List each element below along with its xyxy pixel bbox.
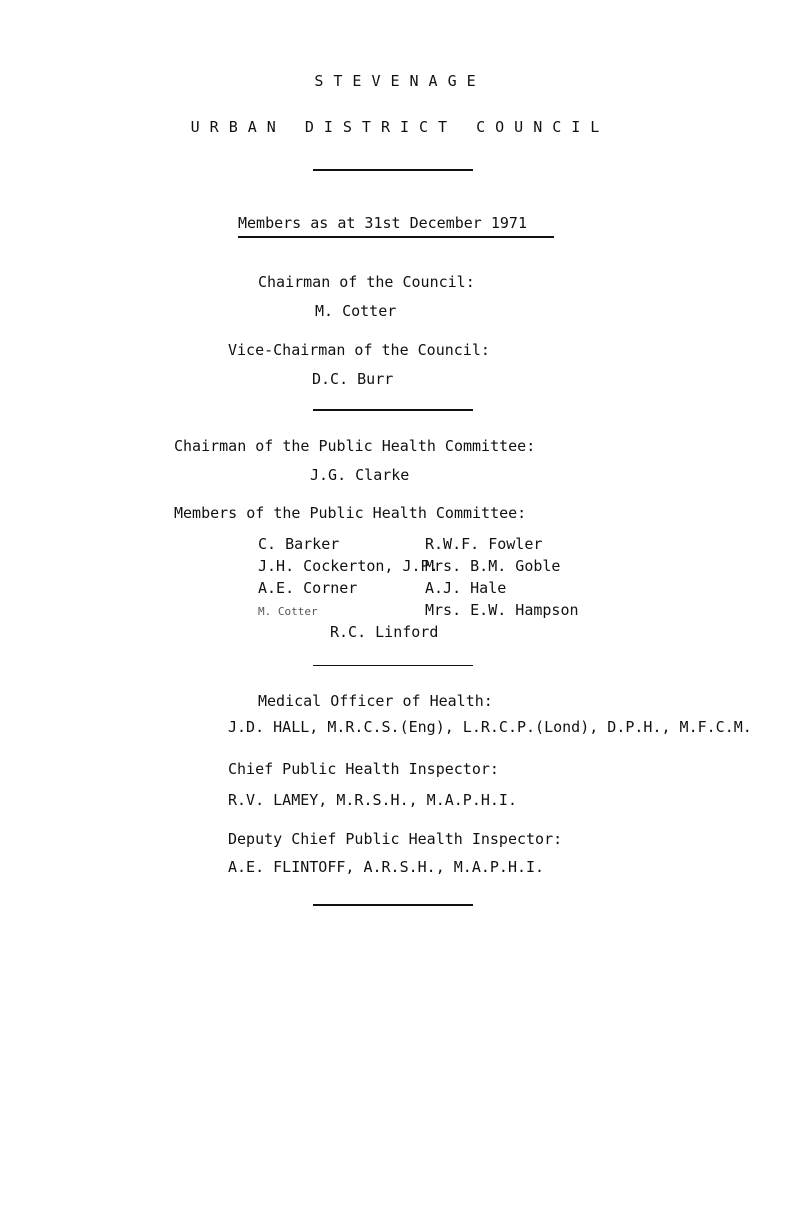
cphi-label: Chief Public Health Inspector: (228, 760, 499, 778)
ph-chairman-label: Chairman of the Public Health Committee: (174, 437, 536, 455)
chairman-label: Chairman of the Council: (258, 273, 475, 291)
vice-chairman-name: D.C. Burr (312, 370, 394, 388)
ph-member-left-3: A.E. Corner (258, 579, 358, 597)
council-name-line1: STEVENAGE (314, 72, 486, 90)
ph-member-left-2: J.H. Cockerton, J.P. (258, 557, 439, 575)
chairman-name: M. Cotter (315, 302, 397, 320)
dcphi-label: Deputy Chief Public Health Inspector: (228, 830, 563, 848)
dcphi-name: A.E. FLINTOFF, A.R.S.H., M.A.P.H.I. (228, 858, 545, 876)
divider-top (313, 169, 473, 171)
ph-member-right-4: Mrs. E.W. Hampson (425, 601, 579, 619)
council-name-line2: URBAN DISTRICT COUNCIL (190, 118, 610, 136)
ph-member-right-1: R.W.F. Fowler (425, 535, 543, 553)
divider-mid (313, 409, 473, 411)
divider-bottom (313, 904, 473, 906)
moh-label: Medical Officer of Health: (258, 692, 493, 710)
ph-member-last: R.C. Linford (330, 623, 439, 641)
ph-member-left-4: M. Cotter (258, 605, 318, 618)
ph-member-right-3: A.J. Hale (425, 579, 507, 597)
ph-chairman-name: J.G. Clarke (310, 466, 410, 484)
ph-member-right-2: Mrs. B.M. Goble (425, 557, 561, 575)
members-heading: Members as at 31st December 1971 (238, 214, 527, 232)
ph-members-label: Members of the Public Health Committee: (174, 504, 527, 522)
moh-name: J.D. HALL, M.R.C.S.(Eng), L.R.C.P.(Lond), D.P.H., M.F.C.M. (228, 718, 752, 736)
cphi-name: R.V. LAMEY, M.R.S.H., M.A.P.H.I. (228, 791, 517, 809)
vice-chairman-label: Vice-Chairman of the Council: (228, 341, 490, 359)
divider-lower (313, 665, 473, 666)
ph-member-left-1: C. Barker (258, 535, 340, 553)
members-heading-underline (238, 236, 554, 238)
